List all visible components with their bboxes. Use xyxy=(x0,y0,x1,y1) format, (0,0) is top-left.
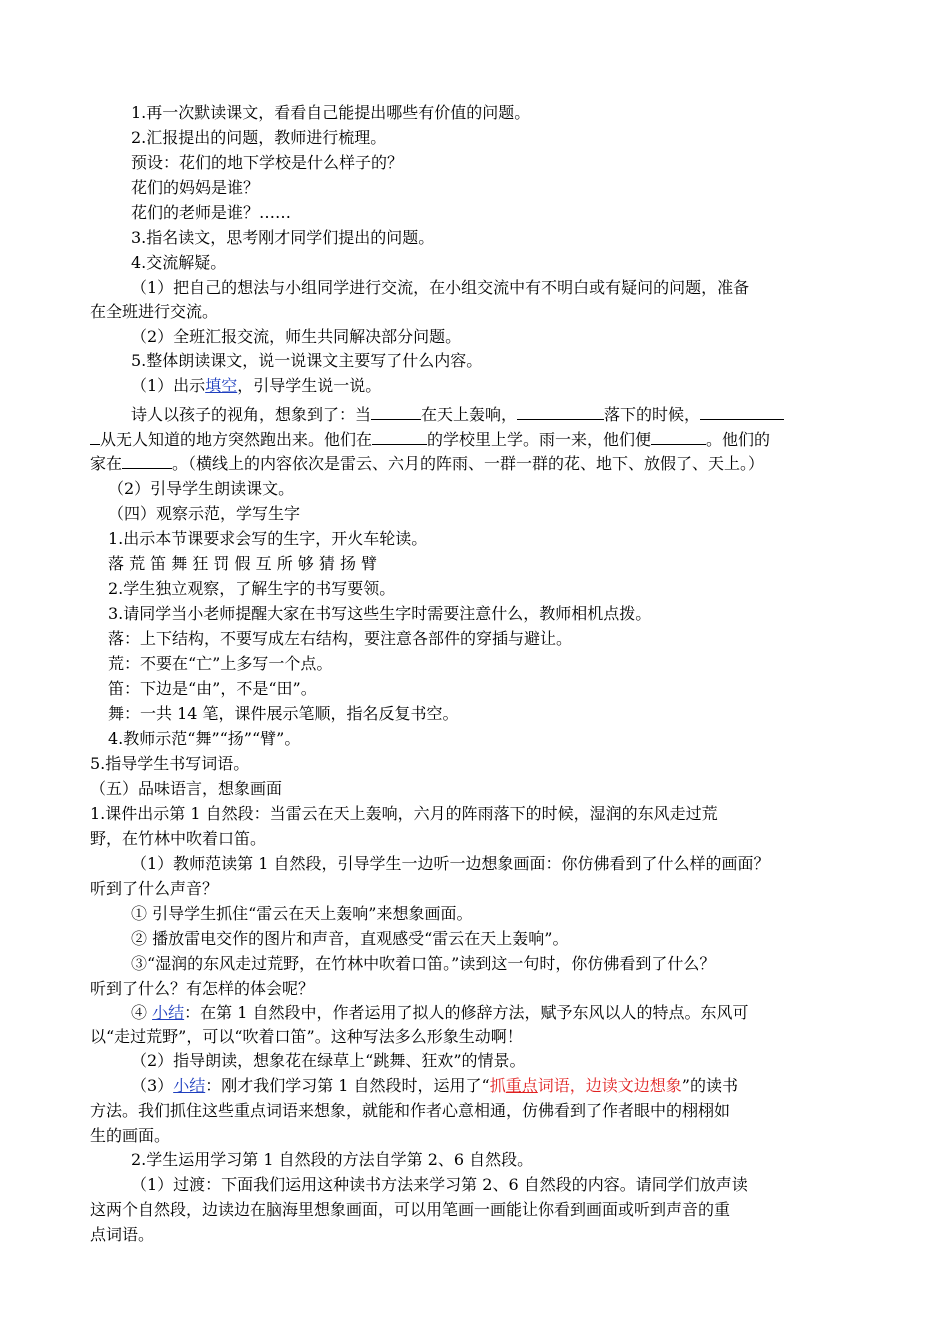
text-line: 花们的妈妈是谁？ xyxy=(131,178,260,197)
text-segment: ，引导学生说一说。 xyxy=(237,376,382,395)
text-segment: （1）出示 xyxy=(131,376,206,395)
text-line: 3.请同学当小老师提醒大家在书写这些生字时需要注意什么，教师相机点拨。 xyxy=(108,604,652,623)
text-segment: ”的读书 xyxy=(681,1076,738,1095)
summary-link[interactable]: 小结 xyxy=(173,1076,206,1095)
text-line: 2.学生运用学习第 1 自然段的方法自学第 2、6 自然段。 xyxy=(131,1150,534,1169)
text-line: 生的画面。 xyxy=(90,1126,171,1145)
text-line: 方法。我们抓住这些重点词语来想象，就能和作者心意相通，仿佛看到了作者眼中的栩栩如 xyxy=(90,1101,731,1120)
section-heading: （四）观察示范，学写生字 xyxy=(108,504,301,523)
text-line: 1.再一次默读课文，看看自己能提出哪些有价值的问题。 xyxy=(131,103,531,122)
text-line: 1.出示本节课要求会写的生字，开火车轮读。 xyxy=(108,529,428,548)
text-segment: 家在 xyxy=(90,454,123,473)
text-line: 听到了什么声音？ xyxy=(90,879,219,898)
text-line: 舞：一共 14 笔，课件展示笔顺，指名反复书空。 xyxy=(108,704,459,723)
blank-line xyxy=(122,450,172,469)
highlight-text: 词语，边读文边想象 xyxy=(537,1076,682,1095)
fill-blank-line xyxy=(90,426,770,453)
text-line: （1）教师范读第 1 自然段，引导学生一边听一边想象画面：你仿佛看到了什么样的画面？ xyxy=(131,854,770,873)
fill-blank-line xyxy=(90,450,764,477)
text-line: 听到了什么？有怎样的体会呢？ xyxy=(90,979,315,998)
highlight-text: 抓 xyxy=(489,1076,506,1095)
fill-blank-instruction xyxy=(131,373,381,399)
text-line: ① 引导学生抓住“雷云在天上轰响”来想象画面。 xyxy=(131,904,473,923)
text-segment: （3） xyxy=(131,1076,174,1095)
fill-blank-link[interactable]: 填空 xyxy=(205,376,238,395)
text-segment: 的学校里上学。雨一来，他们便 xyxy=(427,430,652,449)
text-line: 落：上下结构，不要写成左右结构，要注意各部件的穿插与避让。 xyxy=(108,629,573,648)
summary-line xyxy=(131,1073,738,1099)
text-line: 笛：下边是“由”，不是“田”。 xyxy=(108,679,317,698)
text-line: 1.课件出示第 1 自然段：当雷云在天上轰响，六月的阵雨落下的时候，湿润的东风走过荒 xyxy=(90,804,718,823)
blank-line xyxy=(90,426,100,445)
text-line: 荒：不要在“亡”上多写一个点。 xyxy=(108,654,333,673)
blank-line xyxy=(651,426,706,445)
text-line: 以“走过荒野”，可以“吹着口笛”。这种写法多么形象生动啊！ xyxy=(90,1027,523,1046)
summary-line xyxy=(131,1000,748,1026)
text-line: 2.学生独立观察，了解生字的书写要领。 xyxy=(108,579,396,598)
summary-link[interactable]: 小结 xyxy=(152,1003,185,1022)
text-segment: 在天上轰响， xyxy=(421,405,518,424)
text-line: ③“湿润的东风走过荒野，在竹林中吹着口笛。”读到这一句时，你仿佛看到了什么？ xyxy=(131,954,716,973)
text-segment: 。（横线上的内容依次是雷云、六月的阵雨、一群一群的花、地下、放假了、天上。） xyxy=(172,454,765,473)
blank-line xyxy=(371,401,421,420)
text-segment: ：刚才我们学习第 1 自然段时，运用了“ xyxy=(205,1076,490,1095)
text-line: （2）指导朗读，想象花在绿草上“跳舞、狂欢”的情景。 xyxy=(131,1051,526,1070)
section-heading: （五）品味语言，想象画面 xyxy=(90,779,283,798)
text-line: 5.整体朗读课文，说一说课文主要写了什么内容。 xyxy=(131,351,483,370)
text-line: 2.汇报提出的问题，教师进行梳理。 xyxy=(131,128,387,147)
text-line: 点词语。 xyxy=(90,1225,155,1244)
text-line: （2）引导学生朗读课文。 xyxy=(108,479,295,498)
text-line: （2）全班汇报交流，师生共同解决部分问题。 xyxy=(131,327,462,346)
text-line: （1）过渡：下面我们运用这种读书方法来学习第 2、6 自然段的内容。请同学们放声读 xyxy=(131,1175,748,1194)
text-line: 野，在竹林中吹着口笛。 xyxy=(90,829,267,848)
text-line: 5.指导学生书写词语。 xyxy=(90,754,250,773)
blank-line xyxy=(700,401,784,420)
text-segment: 诗人以孩子的视角，想象到了：当 xyxy=(131,405,372,424)
fill-blank-line xyxy=(131,401,784,428)
text-segment: 从无人知道的地方突然跑出来。他们在 xyxy=(100,430,373,449)
blank-line xyxy=(372,426,427,445)
text-line: （1）把自己的想法与小组同学进行交流，在小组交流中有不明白或有疑问的问题，准备 xyxy=(131,278,750,297)
text-line: 预设：花们的地下学校是什么样子的？ xyxy=(131,153,404,172)
key-phrase-link[interactable]: 重点 xyxy=(505,1076,538,1095)
text-line: 4.教师示范“舞”“扬”“臂”。 xyxy=(108,729,301,748)
text-line: 这两个自然段，边读边在脑海里想象画面，可以用笔画一画能让你看到画面或听到声音的重 xyxy=(90,1200,731,1219)
text-line: ② 播放雷电交作的图片和声音，直观感受“雷云在天上轰响”。 xyxy=(131,929,569,948)
text-segment: 落下的时候， xyxy=(604,405,701,424)
text-line: 花们的老师是谁？…… xyxy=(131,203,292,222)
text-line: 4.交流解疑。 xyxy=(131,253,227,272)
text-segment: ：在第 1 自然段中，作者运用了拟人的修辞方法，赋予东风以人的特点。东风可 xyxy=(184,1003,749,1022)
text-line: 在全班进行交流。 xyxy=(90,302,219,321)
text-line: 3.指名读文，思考刚才同学们提出的问题。 xyxy=(131,228,435,247)
character-list: 落 荒 笛 舞 狂 罚 假 互 所 够 猜 扬 臂 xyxy=(108,554,378,573)
text-segment: 。他们的 xyxy=(706,430,771,449)
text-segment: ④ xyxy=(131,1003,153,1022)
blank-line xyxy=(517,401,604,420)
